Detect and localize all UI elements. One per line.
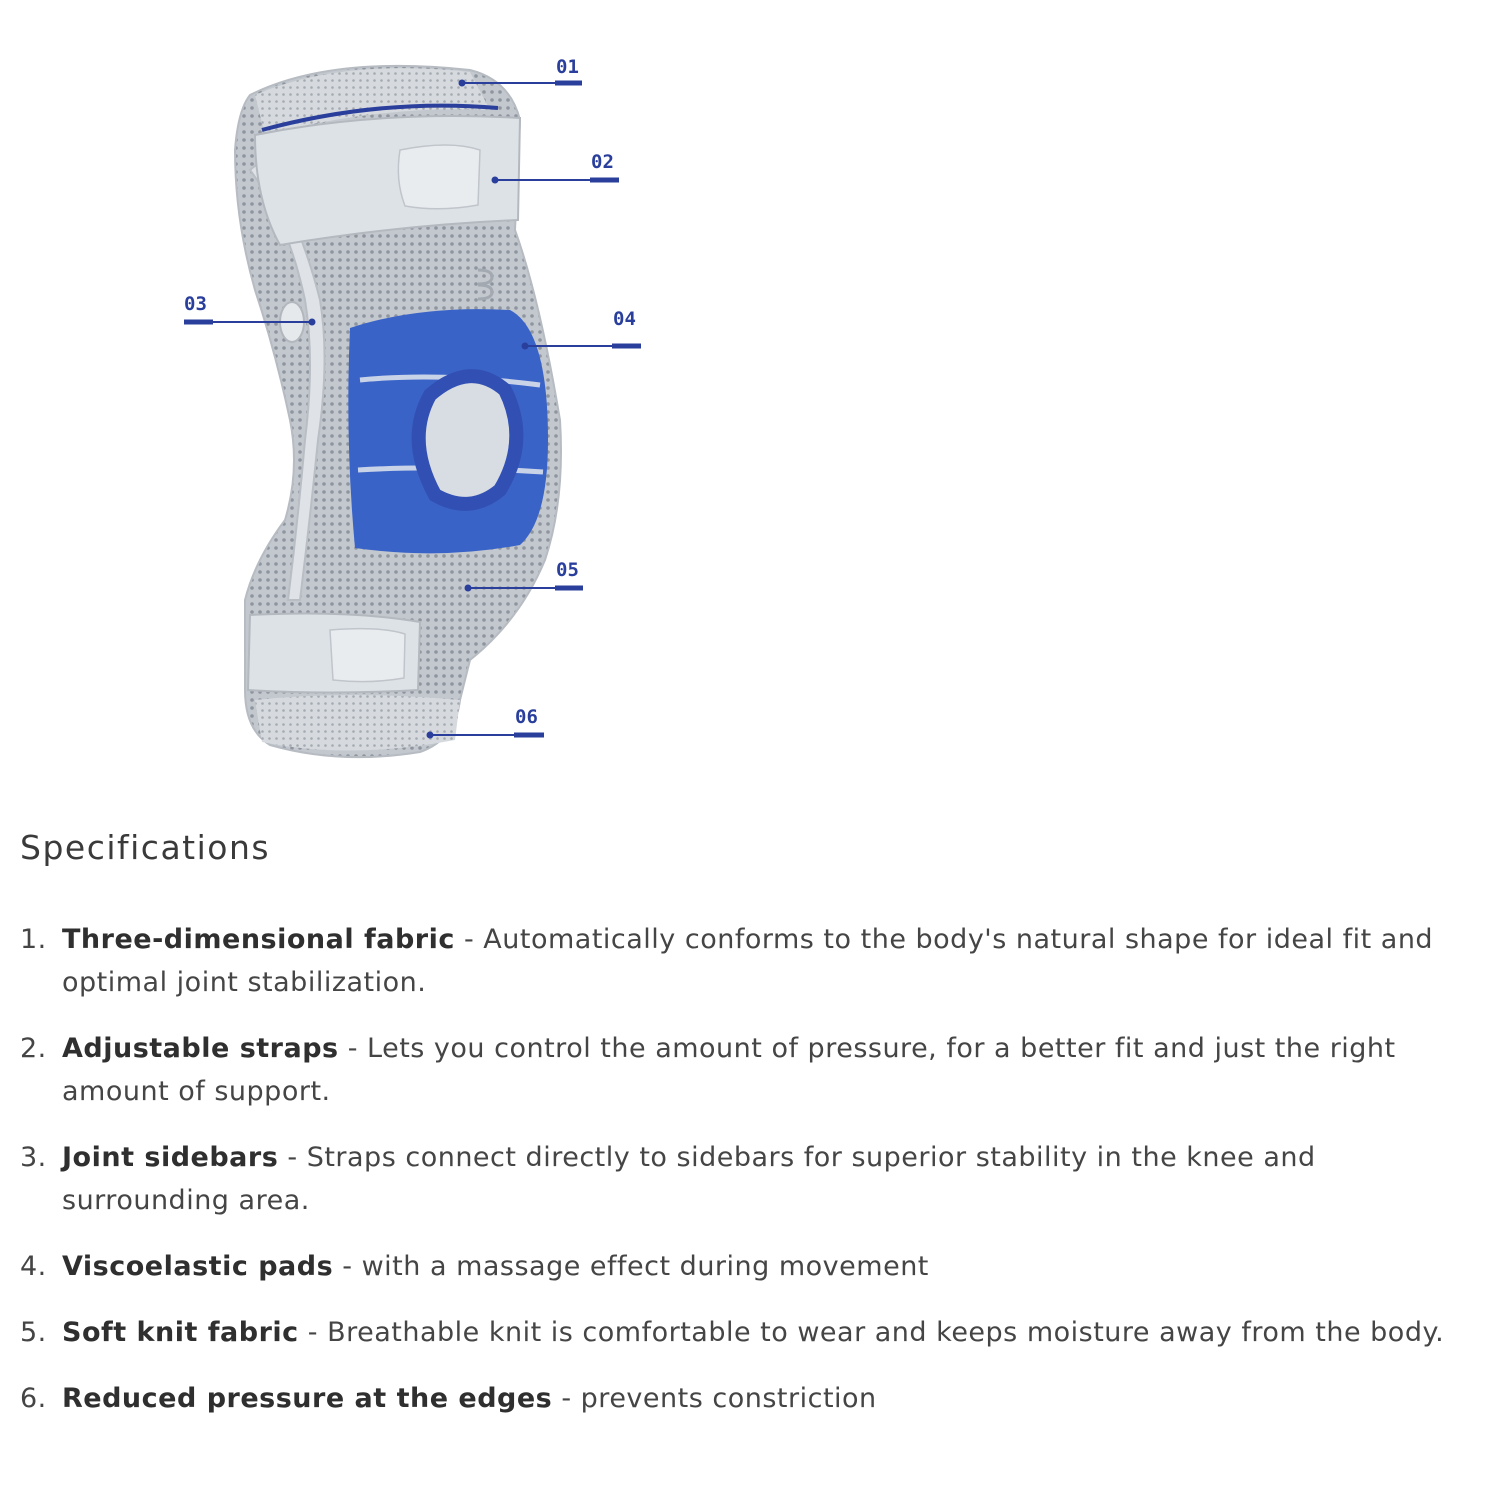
knee-brace-figure [0, 0, 700, 780]
callout-label-06: 06 [515, 706, 538, 728]
spec-item-description: - with a massage effect during movement [333, 1251, 929, 1282]
spec-item-description: - Lets you control the amount of pressure, for a better fit and just the right amount of support. [62, 1033, 1396, 1107]
spec-item-term: Three-dimensional fabric [62, 924, 455, 955]
callout-label-02: 02 [591, 151, 614, 173]
spec-item-number: 2. [20, 1033, 47, 1064]
spec-item [20, 918, 1480, 1004]
spec-item-number: 4. [20, 1251, 47, 1282]
spec-item-number: 1. [20, 924, 47, 955]
specifications-heading: Specifications [20, 828, 271, 867]
spec-item-description: - Straps connect directly to sidebars for superior stability in the knee and surrounding area. [62, 1142, 1316, 1216]
callout-label-04: 04 [613, 308, 636, 330]
callout-label-05: 05 [556, 559, 579, 581]
callout-label-01: 01 [556, 56, 579, 78]
spec-item-term: Adjustable straps [62, 1033, 339, 1064]
spec-item-number: 6. [20, 1383, 47, 1414]
spec-item-term: Joint sidebars [62, 1142, 279, 1173]
knee-brace-illustration [0, 0, 700, 780]
spec-item [20, 1245, 1480, 1288]
spec-item-description: - Breathable knit is comfortable to wear and keeps moisture away from the body. [298, 1317, 1445, 1348]
spec-item [20, 1377, 1480, 1420]
spec-item-term: Reduced pressure at the edges [62, 1383, 553, 1414]
spec-item [20, 1311, 1480, 1354]
spec-item-description: - prevents constriction [552, 1383, 877, 1414]
spec-item-number: 3. [20, 1142, 47, 1173]
spec-item [20, 1136, 1480, 1222]
specifications-list [20, 918, 1480, 1443]
bottom-cuff [255, 695, 460, 751]
callout-label-03: 03 [184, 293, 207, 315]
spec-item [20, 1027, 1480, 1113]
spec-item-number: 5. [20, 1317, 47, 1348]
spec-item-term: Soft knit fabric [62, 1317, 299, 1348]
spec-item-description: - Automatically conforms to the body's natural shape for ideal fit and optimal joint stabilization. [62, 924, 1434, 998]
spec-item-term: Viscoelastic pads [62, 1251, 334, 1282]
